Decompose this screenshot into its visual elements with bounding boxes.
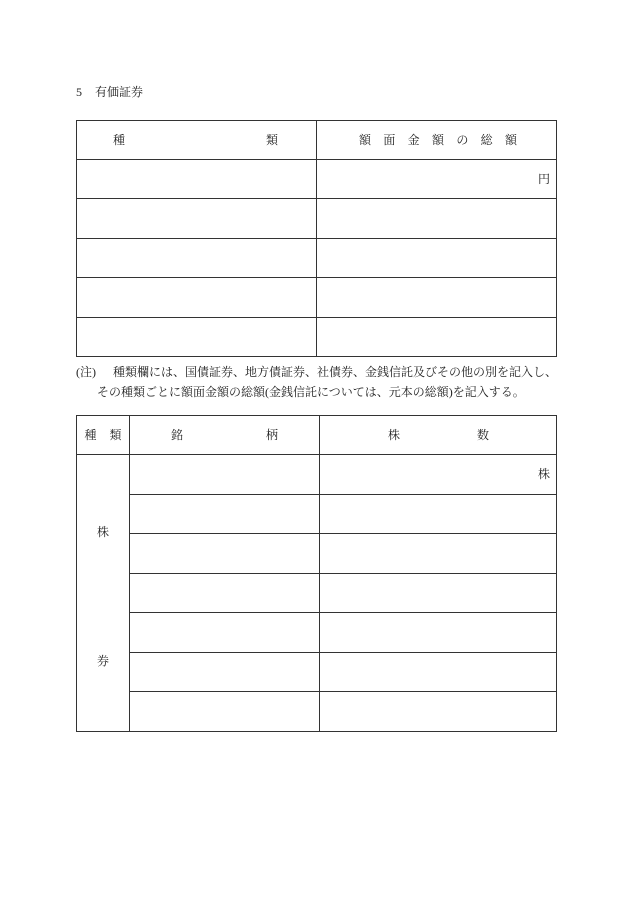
shares-cell: 株 xyxy=(320,455,557,495)
table-row xyxy=(77,317,557,356)
header-char: の xyxy=(456,133,469,147)
header-char: 総 xyxy=(480,133,493,147)
shares-cell xyxy=(320,573,557,613)
name-cell xyxy=(130,652,320,692)
header-char: 額 xyxy=(359,133,372,147)
table-header-row xyxy=(77,416,557,455)
table-row xyxy=(77,692,557,732)
header-char: 面 xyxy=(383,133,396,147)
amount-cell xyxy=(317,238,557,277)
name-cell xyxy=(130,573,320,613)
header-shares-cell xyxy=(320,416,557,455)
table-row xyxy=(77,160,557,199)
shares-cell xyxy=(320,534,557,574)
table-row xyxy=(77,573,557,613)
table-header-row xyxy=(77,121,557,160)
note-text-1: 種類欄には、国債証券、地方債証券、社債券、金銭信託及びその他の別を記入し、 xyxy=(113,365,558,379)
header-char: 種 xyxy=(113,133,126,147)
type-label-char: 券 xyxy=(96,654,109,668)
amount-cell xyxy=(317,317,557,356)
header-char: 額 xyxy=(504,133,517,147)
section-heading xyxy=(76,85,143,99)
table-row xyxy=(77,278,557,317)
type-cell xyxy=(77,199,317,238)
section-title: 有価証券 xyxy=(95,85,144,99)
header-name-cell xyxy=(130,416,320,455)
table-row xyxy=(77,652,557,692)
table-row xyxy=(77,613,557,653)
header-char: 額 xyxy=(431,133,444,147)
note-line-1 xyxy=(76,365,557,379)
header-char: 種 xyxy=(84,428,97,442)
header-type-cell xyxy=(77,416,130,455)
header-char: 類 xyxy=(109,428,122,442)
name-cell xyxy=(130,613,320,653)
header-amount-cell xyxy=(317,121,557,160)
header-char: 株 xyxy=(388,428,401,442)
shares-cell xyxy=(320,692,557,732)
type-cell xyxy=(77,317,317,356)
table-row xyxy=(77,455,557,495)
table-row xyxy=(77,238,557,277)
note-marker: (注) xyxy=(76,365,96,379)
type-merged-cell xyxy=(77,455,130,732)
header-char: 金 xyxy=(407,133,420,147)
header-char: 銘 xyxy=(171,428,184,442)
stock-table xyxy=(76,415,557,732)
header-char: 類 xyxy=(265,133,278,147)
shares-cell xyxy=(320,652,557,692)
type-cell xyxy=(77,278,317,317)
header-char: 数 xyxy=(476,428,489,442)
type-cell xyxy=(77,160,317,199)
header-char: 柄 xyxy=(265,428,278,442)
amount-cell xyxy=(317,199,557,238)
table-row xyxy=(77,494,557,534)
type-label-char: 株 xyxy=(96,525,109,539)
amount-cell xyxy=(317,278,557,317)
table-row xyxy=(77,199,557,238)
header-type-cell xyxy=(77,121,317,160)
name-cell xyxy=(130,455,320,495)
amount-cell: 円 xyxy=(317,160,557,199)
note-line-2: その種類ごとに額面金額の総額(金銭信託については、元本の総額)を記入する。 xyxy=(97,385,525,399)
name-cell xyxy=(130,692,320,732)
shares-cell xyxy=(320,613,557,653)
securities-table xyxy=(76,120,557,357)
section-number: 5 xyxy=(76,85,82,99)
shares-cell xyxy=(320,494,557,534)
type-cell xyxy=(77,238,317,277)
name-cell xyxy=(130,534,320,574)
name-cell xyxy=(130,494,320,534)
table-row xyxy=(77,534,557,574)
